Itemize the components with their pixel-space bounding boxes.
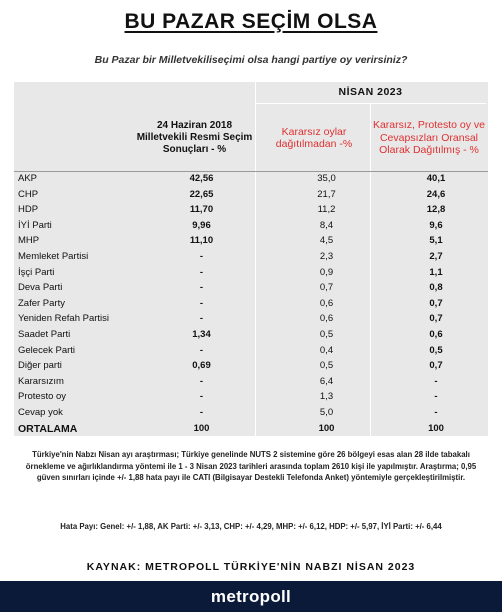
party-name: Protesto oy — [18, 391, 67, 403]
party-name: Saadet Parti — [18, 328, 71, 340]
value-cell: 11,2 — [317, 204, 336, 216]
table-row — [14, 250, 488, 266]
value-cell: 1,1 — [429, 266, 443, 278]
value-cell: 9,96 — [192, 219, 211, 231]
value-cell: 42,56 — [189, 173, 214, 184]
party-name: CHP — [18, 188, 39, 200]
table-row — [14, 281, 488, 297]
value-cell: - — [199, 282, 204, 294]
value-cell: 4,5 — [319, 235, 334, 247]
value-cell: 0,5 — [429, 344, 443, 356]
table-row — [14, 172, 488, 188]
value-cell: 0,5 — [319, 360, 334, 372]
value-cell: 100 — [428, 422, 444, 434]
col-header-undistributed: Kararsız oylar dağıtılmadan -% — [275, 125, 353, 150]
metropoll-logo: metropoll — [210, 586, 292, 606]
table-row — [14, 359, 488, 375]
value-cell: 11,70 — [189, 204, 214, 216]
value-cell: 0,8 — [429, 282, 443, 294]
value-cell: 8,4 — [319, 219, 334, 231]
table-row — [14, 375, 488, 391]
value-cell: 0,69 — [192, 360, 211, 372]
table-row — [14, 188, 488, 204]
value-cell: 1,3 — [319, 391, 334, 403]
value-cell: 0,7 — [429, 360, 443, 372]
party-name: Gelecek Parti — [18, 344, 76, 356]
value-cell: - — [434, 375, 438, 387]
table-row — [14, 390, 488, 406]
header-divider — [255, 103, 486, 104]
value-cell: - — [199, 266, 204, 278]
table-row — [14, 219, 488, 235]
value-cell: 100 — [318, 422, 335, 434]
col-header-2018: 24 Haziran 2018 Milletvekili Resmi Seçim Sonuçları - % — [136, 120, 253, 155]
footer-bar — [0, 581, 502, 612]
party-name: Zafer Party — [18, 297, 65, 309]
value-cell: 2,7 — [429, 250, 443, 262]
value-cell: 40,1 — [426, 173, 446, 184]
value-cell: 6,4 — [319, 375, 334, 387]
party-name: AKP — [18, 173, 38, 184]
value-cell: - — [199, 313, 204, 325]
party-name: Yeniden Refah Partisi — [18, 313, 110, 325]
value-cell: 0,6 — [319, 313, 334, 325]
value-cell: 35,0 — [317, 173, 336, 184]
party-name: İYİ Parti — [18, 219, 52, 231]
period-header: NİSAN 2023 — [338, 86, 403, 98]
value-cell: 0,5 — [319, 328, 334, 340]
value-cell: 0,9 — [319, 266, 334, 278]
value-cell: 100 — [193, 422, 210, 434]
value-cell: - — [434, 406, 438, 418]
value-cell: 2,3 — [319, 250, 334, 262]
table-row — [14, 203, 488, 219]
survey-question: Bu Pazar bir Milletvekiliseçimi olsa hangi partiye oy verirsiniz? — [94, 54, 408, 66]
source-line: KAYNAK: METROPOLL TÜRKİYE'NİN NABZI NİSAN 2023 — [86, 561, 416, 573]
value-cell: 0,6 — [319, 297, 334, 309]
party-name: Deva Parti — [18, 282, 63, 294]
value-cell: - — [199, 406, 204, 418]
table-row — [14, 344, 488, 360]
value-cell: 0,7 — [319, 282, 334, 294]
party-name: Memleket Partisi — [18, 250, 89, 262]
value-cell: 5,1 — [429, 235, 443, 247]
value-cell: - — [434, 391, 438, 403]
total-row — [14, 422, 488, 438]
value-cell: - — [199, 375, 204, 387]
party-name: ORTALAMA — [18, 422, 78, 435]
party-name: HDP — [18, 204, 39, 216]
party-name: Kararsızım — [18, 375, 64, 387]
table-row — [14, 266, 488, 282]
table-row — [14, 297, 488, 313]
value-cell: 5,0 — [319, 406, 334, 418]
value-cell: - — [199, 391, 204, 403]
party-name: İşçi Parti — [18, 266, 55, 278]
value-cell: 22,65 — [189, 188, 214, 200]
value-cell: 0,4 — [319, 344, 334, 356]
value-cell: 0,7 — [429, 313, 443, 325]
value-cell: - — [199, 297, 204, 309]
party-name: Cevap yok — [18, 406, 63, 418]
table-row — [14, 312, 488, 328]
table-row — [14, 234, 488, 250]
value-cell: 1,34 — [192, 328, 211, 340]
value-cell: 9,6 — [429, 219, 443, 231]
value-cell: 21,7 — [317, 188, 336, 200]
table-body — [14, 172, 488, 437]
party-name: MHP — [18, 235, 40, 247]
value-cell: 0,7 — [429, 297, 443, 309]
value-cell: - — [199, 250, 204, 262]
margin-of-error-note: Hata Payı: Genel: +/- 1,88, AK Parti: +/- 3,13, CHP: +/- 4,29, MHP: +/- 6,12, HDP: +/- 5,97, İYİ Parti: +/- 6,44 — [60, 522, 442, 531]
methodology-note: Türkiye'nin Nabzı Nisan ayı araştırması; Türkiye genelinde NUTS 2 sistemine göre 26 bölgeyi esas alan 28 ilde tabakalı örnekleme ve ağırlıklandırma yöntemi ile 1 - 3 Nisan 2023 tarihleri arasında toplam 2610 kişi ile yapılmıştır. Araştırma; 0,95 güven sınırları içinde +/- 1,88 hata payı ile CATI (Bilgisayar Destekli Telefonda Anket) yöntemiyle gerçekleştirilmiştir. — [25, 450, 477, 482]
table-row — [14, 406, 488, 422]
party-name: Diğer parti — [18, 360, 62, 372]
value-cell: 12,8 — [426, 204, 446, 216]
value-cell: - — [199, 344, 204, 356]
value-cell: 0,6 — [429, 328, 443, 340]
table-row — [14, 328, 488, 344]
col-header-distributed: Kararsız, Protesto oy ve Cevapsızları Oransal Olarak Dağıtılmış - % — [372, 119, 486, 157]
page-title: BU PAZAR SEÇİM OLSA — [124, 10, 378, 33]
value-cell: 11,10 — [189, 235, 214, 247]
value-cell: 24,6 — [426, 188, 446, 200]
